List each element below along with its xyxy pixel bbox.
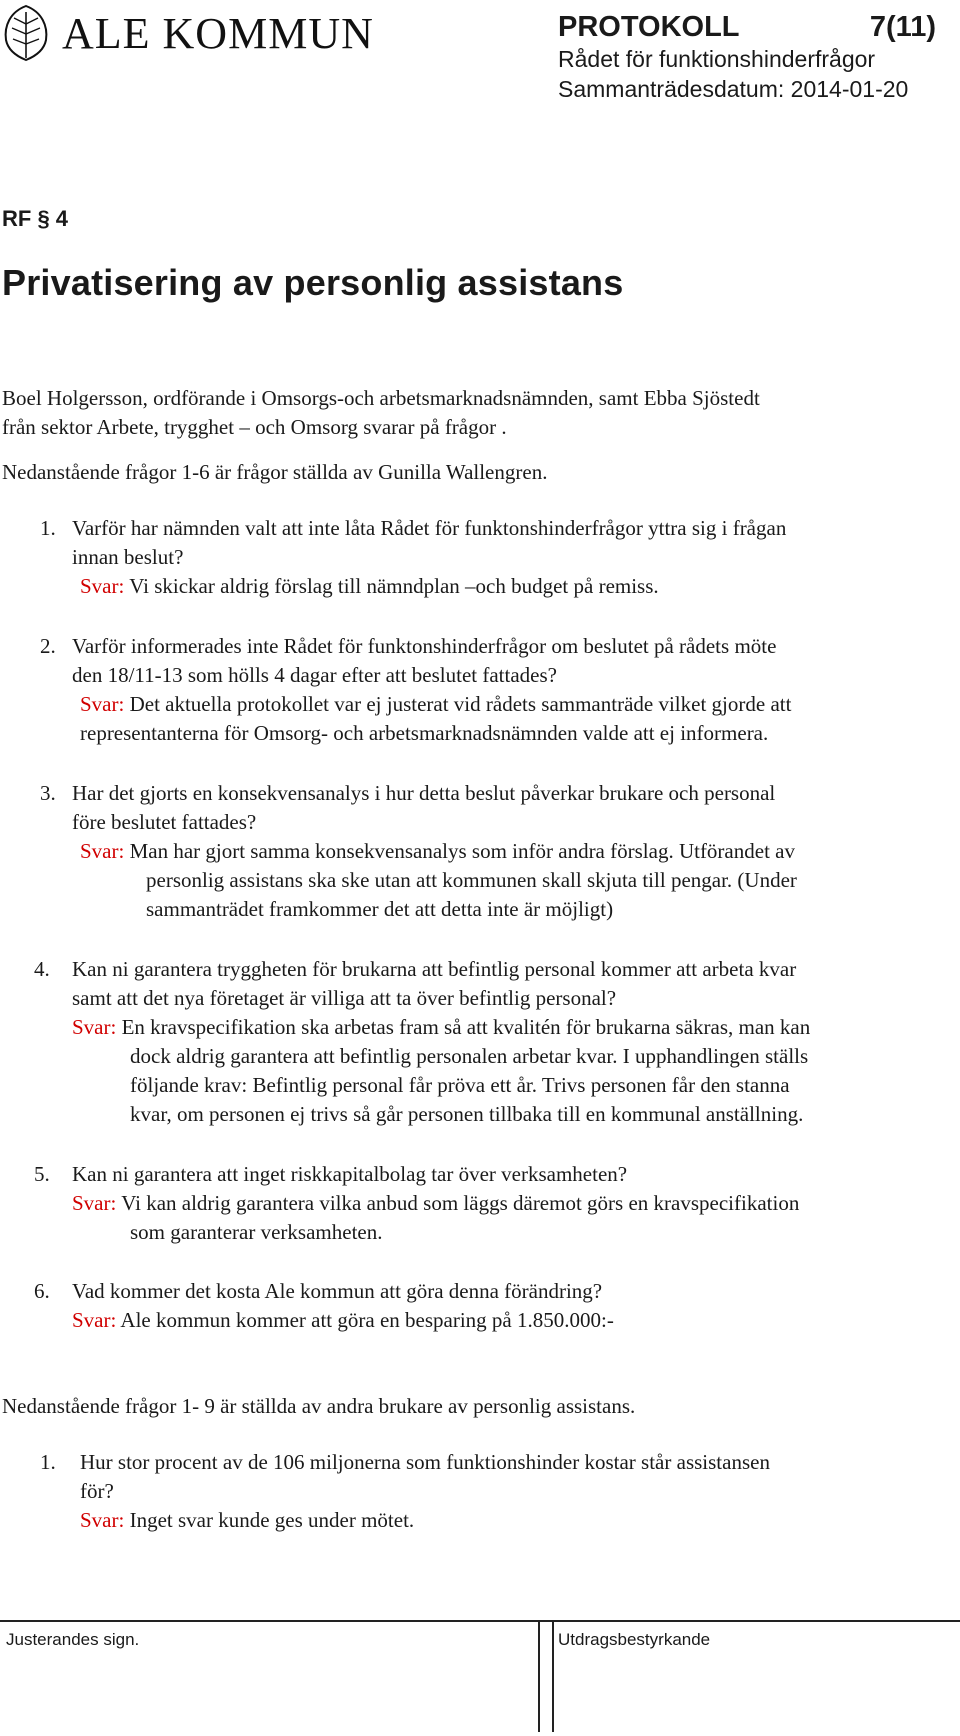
answer-text: följande krav: Befintlig personal får pröva ett år. Trivs personen får den stanna [130,1073,790,1097]
intro-line-2: från sektor Arbete, trygghet – och Omsorg svarar på frågor . [2,415,507,439]
answer-line [80,1506,414,1535]
answer-text: som garanterar verksamheten. [130,1220,383,1244]
question-text: Varför har nämnden valt att inte låta Rådet för funktonshinderfrågor yttra sig i frågan [72,516,787,540]
council-name: Rådet för funktionshinderfrågor [558,46,876,72]
answer-text: Det aktuella protokollet var ej justerat vid rådets sammanträde vilket gjorde att [129,692,792,716]
answer-line [80,837,795,866]
answer-line [72,1306,614,1335]
question-text: Har det gjorts en konsekvensanalys i hur detta beslut påverkar brukare och personal [72,781,776,805]
answer-label: Svar: [80,1508,125,1532]
question-number: 1. [40,1450,56,1474]
question-text: Kan ni garantera tryggheten för brukarna att befintlig personal kommer att arbeta kvar [72,957,797,981]
answer-label: Svar: [80,839,125,863]
question-text: Hur stor procent av de 106 miljonerna som funktionshinder kostar står assistansen [80,1450,770,1474]
justerandes-signature-box [0,1622,540,1732]
page-number: 7(11) [869,11,936,43]
question-text: före beslutet fattades? [72,810,257,834]
signature-footer [0,1620,960,1736]
answer-text: Vi kan aldrig garantera vilka anbud som läggs däremot görs en kravspecifikation [121,1191,800,1215]
answer-text: Inget svar kunde ges under mötet. [129,1508,415,1532]
answer-text: En kravspecifikation ska arbetas fram så att kvalitén för brukarna säkras, man kan [121,1015,811,1039]
document-header [558,10,958,104]
ale-kommun-logo [0,4,374,64]
question-number: 3. [40,781,56,805]
page-title: Privatisering av personlig assistans [2,262,624,303]
question-text: Varför informerades inte Rådet för funktonshinderfrågor om beslutet på rådets möte [72,634,777,658]
answer-text: sammanträdet framkommer det att detta inte är möjligt) [146,897,614,921]
answer-line [80,690,791,719]
section-number: RF § 4 [2,206,69,231]
answer-text: representanterna för Omsorg- och arbetsmarknadsnämnden valde att ej informera. [80,721,769,745]
question-text: Kan ni garantera att inget riskkapitalbolag tar över verksamheten? [72,1162,628,1186]
footer-left-label: Justerandes sign. [6,1630,140,1649]
answer-text: Vi skickar aldrig förslag till nämndplan –och budget på remiss. [129,574,659,598]
question-number: 4. [34,957,50,981]
answer-line [72,1189,799,1218]
question-text: samt att det nya företaget är villiga att ta över befintlig personal? [72,986,617,1010]
question-number: 1. [40,516,56,540]
logo-text: ALE KOMMUN [62,9,374,58]
meeting-date: Sammanträdesdatum: 2014-01-20 [558,76,909,102]
answer-label: Svar: [72,1308,117,1332]
questions-intro-2: Nedanstående frågor 1- 9 är ställda av andra brukare av personlig assistans. [2,1394,636,1418]
tree-leaf-emblem-icon [0,4,52,64]
utdragsbestyrkande-box [552,1622,960,1732]
answer-text: Ale kommun kommer att göra en besparing på 1.850.000:- [120,1308,614,1332]
question-text: för? [80,1479,114,1503]
answer-label: Svar: [72,1191,117,1215]
answer-line [80,572,659,601]
intro-line-1: Boel Holgersson, ordförande i Omsorgs-och arbetsmarknadsnämnden, samt Ebba Sjöstedt [2,386,760,410]
question-text: Vad kommer det kosta Ale kommun att göra denna förändring? [72,1279,603,1303]
question-number: 2. [40,634,56,658]
answer-text: Man har gjort samma konsekvensanalys som inför andra förslag. Utförandet av [129,839,795,863]
document-type: PROTOKOLL [558,11,740,43]
answer-line [72,1013,810,1042]
question-number: 5. [34,1162,50,1186]
answer-label: Svar: [80,692,125,716]
question-number: 6. [34,1279,50,1303]
answer-text: kvar, om personen ej trivs så går personen tillbaka till en kommunal anställning. [130,1102,804,1126]
question-text: den 18/11-13 som hölls 4 dagar efter att beslutet fattades? [72,663,557,687]
question-text: innan beslut? [72,545,184,569]
answer-label: Svar: [80,574,125,598]
questions-intro: Nedanstående frågor 1-6 är frågor ställda av Gunilla Wallengren. [2,460,548,484]
answer-text: dock aldrig garantera att befintlig personalen arbetar kvar. I upphandlingen ställs [130,1044,809,1068]
answer-label: Svar: [72,1015,117,1039]
answer-text: personlig assistans ska ske utan att kommunen skall skjuta till pengar. (Under [146,868,797,892]
footer-right-label: Utdragsbestyrkande [558,1630,711,1649]
